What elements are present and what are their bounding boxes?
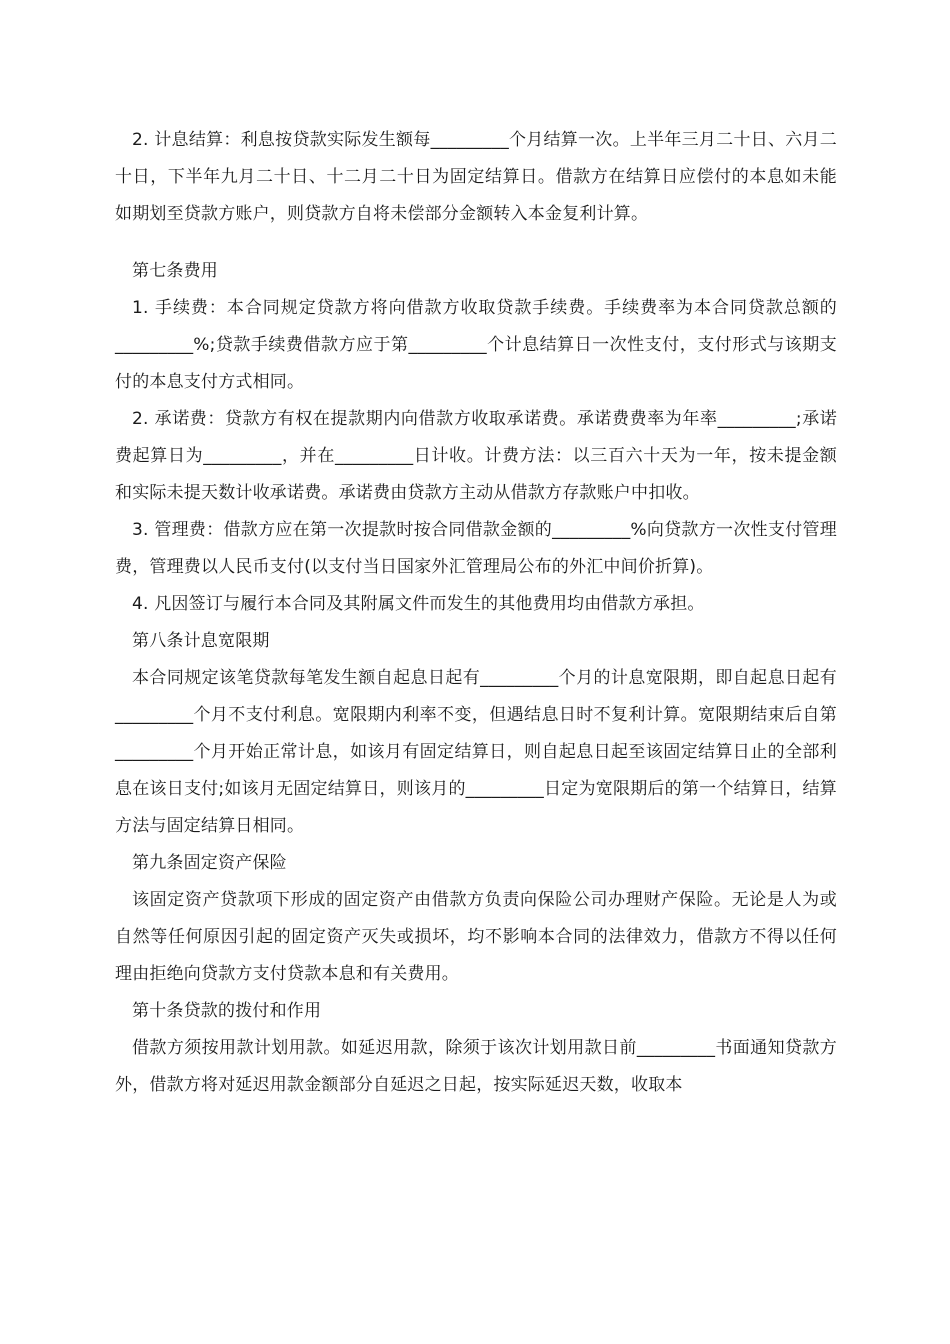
clause-7-item-2-commitment-fee: 2. 承诺费：贷款方有权在提款期内向借款方收取承诺费。承诺费费率为年率_________;承诺费起算日为_________，并在_________日计收。计费方法：以三百六十天为一年，按未提金额和实际未提天数计收承诺费。承诺费由贷款方主动从借款方存款账户中扣收。 [115, 409, 837, 503]
clause-10-heading: 第十条贷款的拨付和作用 [132, 1001, 322, 1021]
clause-7-heading: 第七条费用 [132, 261, 218, 281]
clause-10-body: 借款方须按用款计划用款。如延迟用款，除须于该次计划用款日前_________书面通知贷款方外，借款方将对延迟用款金额部分自延迟之日起，按实际延迟天数，收取本 [115, 1038, 837, 1095]
clause-8-body: 本合同规定该笔贷款每笔发生额自起息日起有_________个月的计息宽限期，即自起息日起有_________个月不支付利息。宽限期内利率不变，但遇结息日时不复利计算。宽限期结束后自第_________个月开始正常计息，如该月有固定结算日，则自起息日起至该固定结算日止的全部利息在该日支付;如该月无固定结算日，则该月的_________日定为宽限期后的第一个结算日，结算方法与固定结算日相同。 [115, 668, 837, 836]
clause-7-item-4-other-fees: 4. 凡因签订与履行本合同及其附属文件而发生的其他费用均由借款方承担。 [132, 594, 705, 614]
clause-9-heading: 第九条固定资产保险 [132, 853, 287, 873]
clause-7-item-1-handling-fee: 1. 手续费：本合同规定贷款方将向借款方收取贷款手续费。手续费率为本合同贷款总额的_________%;贷款手续费借款方应于第_________个计息结算日一次性支付，支付形式与该期支付的本息支付方式相同。 [115, 298, 837, 392]
clause-6-item-2-interest-settlement: 2. 计息结算：利息按贷款实际发生额每_________个月结算一次。上半年三月二十日、六月二十日，下半年九月二十日、十二月二十日为固定结算日。借款方在结算日应偿付的本息如未能如期划至贷款方账户，则贷款方自将未偿部分金额转入本金复利计算。 [115, 130, 837, 224]
clause-9-body: 该固定资产贷款项下形成的固定资产由借款方负责向保险公司办理财产保险。无论是人为或自然等任何原因引起的固定资产灭失或损坏，均不影响本合同的法律效力，借款方不得以任何理由拒绝向贷款方支付贷款本息和有关费用。 [115, 890, 837, 984]
document-page [115, 122, 837, 1104]
clause-7-item-3-management-fee: 3. 管理费：借款方应在第一次提款时按合同借款金额的_________%向贷款方一次性支付管理费，管理费以人民币支付(以支付当日国家外汇管理局公布的外汇中间价折算)。 [115, 520, 837, 577]
section-gap [115, 233, 837, 253]
clause-8-heading: 第八条计息宽限期 [132, 631, 270, 651]
